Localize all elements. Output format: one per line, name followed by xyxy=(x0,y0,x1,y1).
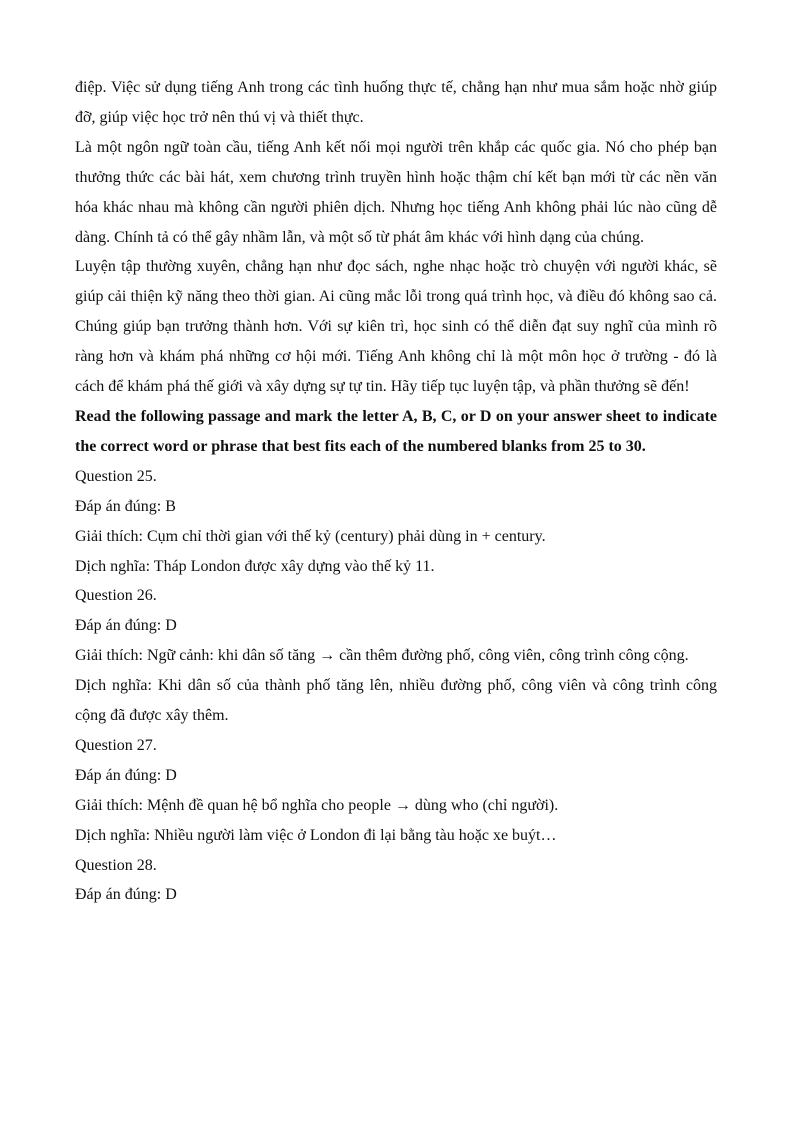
section-instruction: Read the following passage and mark the letter A, B, C, or D on your answer sheet to indicate the correct word or phrase that best fits each of the numbered blanks from 25 to 30. xyxy=(75,407,717,455)
question-27-translation: Dịch nghĩa: Nhiều người làm việc ở London đi lại bằng tàu hoặc xe buýt… xyxy=(75,826,557,844)
passage-paragraph-2: Là một ngôn ngữ toàn cầu, tiếng Anh kết nối mọi người trên khắp các quốc gia. Nó cho phép bạn thưởng thức các bài hát, xem chương trình truyền hình hoặc thậm chí kết bạn mới từ các nền văn hóa khác nhau mà không cần người phiên dịch. Nhưng học tiếng Anh không phải lúc nào cũng dễ dàng. Chính tả có thể gây nhầm lẫn, và một số từ phát âm khác với hình dạng của chúng. xyxy=(75,138,717,246)
question-28-label: Question 28. xyxy=(75,856,157,874)
question-27-label: Question 27. xyxy=(75,736,157,754)
question-27-answer: Đáp án đúng: D xyxy=(75,766,177,784)
question-25-answer: Đáp án đúng: B xyxy=(75,497,176,515)
passage-paragraph-1: điệp. Việc sử dụng tiếng Anh trong các tình huống thực tế, chẳng hạn như mua sắm hoặc nhờ giúp đỡ, giúp việc học trở nên thú vị và thiết thực. xyxy=(75,79,717,126)
question-26-explanation: Giải thích: Ngữ cảnh: khi dân số tăng → cần thêm đường phố, công viên, công trình công cộng. xyxy=(75,647,689,665)
question-27-explanation: Giải thích: Mệnh đề quan hệ bổ nghĩa cho people → dùng who (chỉ người). xyxy=(75,796,559,814)
question-26-translation: Dịch nghĩa: Khi dân số của thành phố tăng lên, nhiều đường phố, công viên và công trình công cộng đã được xây thêm. xyxy=(75,677,717,725)
question-26-answer: Đáp án đúng: D xyxy=(75,617,177,635)
question-25-explanation: Giải thích: Cụm chỉ thời gian với thế kỷ (century) phải dùng in + century. xyxy=(75,527,546,545)
question-25-translation: Dịch nghĩa: Tháp London được xây dựng vào thế kỷ 11. xyxy=(75,557,435,575)
question-25-label: Question 25. xyxy=(75,467,157,485)
passage-paragraph-3: Luyện tập thường xuyên, chẳng hạn như đọc sách, nghe nhạc hoặc trò chuyện với người khác, sẽ giúp cải thiện kỹ năng theo thời gian. Ai cũng mắc lỗi trong quá trình học, và điều đó không sao cả. Chúng giúp bạn trưởng thành hơn. Với sự kiên trì, học sinh có thể diễn đạt suy nghĩ của mình rõ ràng hơn và khám phá những cơ hội mới. Tiếng Anh không chỉ là một môn học ở trường - đó là cách để khám phá thế giới và xây dựng sự tự tin. Hãy tiếp tục luyện tập, và phần thưởng sẽ đến! xyxy=(75,258,717,396)
question-26-label: Question 26. xyxy=(75,587,157,605)
document-page xyxy=(75,73,717,910)
question-28-answer: Đáp án đúng: D xyxy=(75,886,177,904)
